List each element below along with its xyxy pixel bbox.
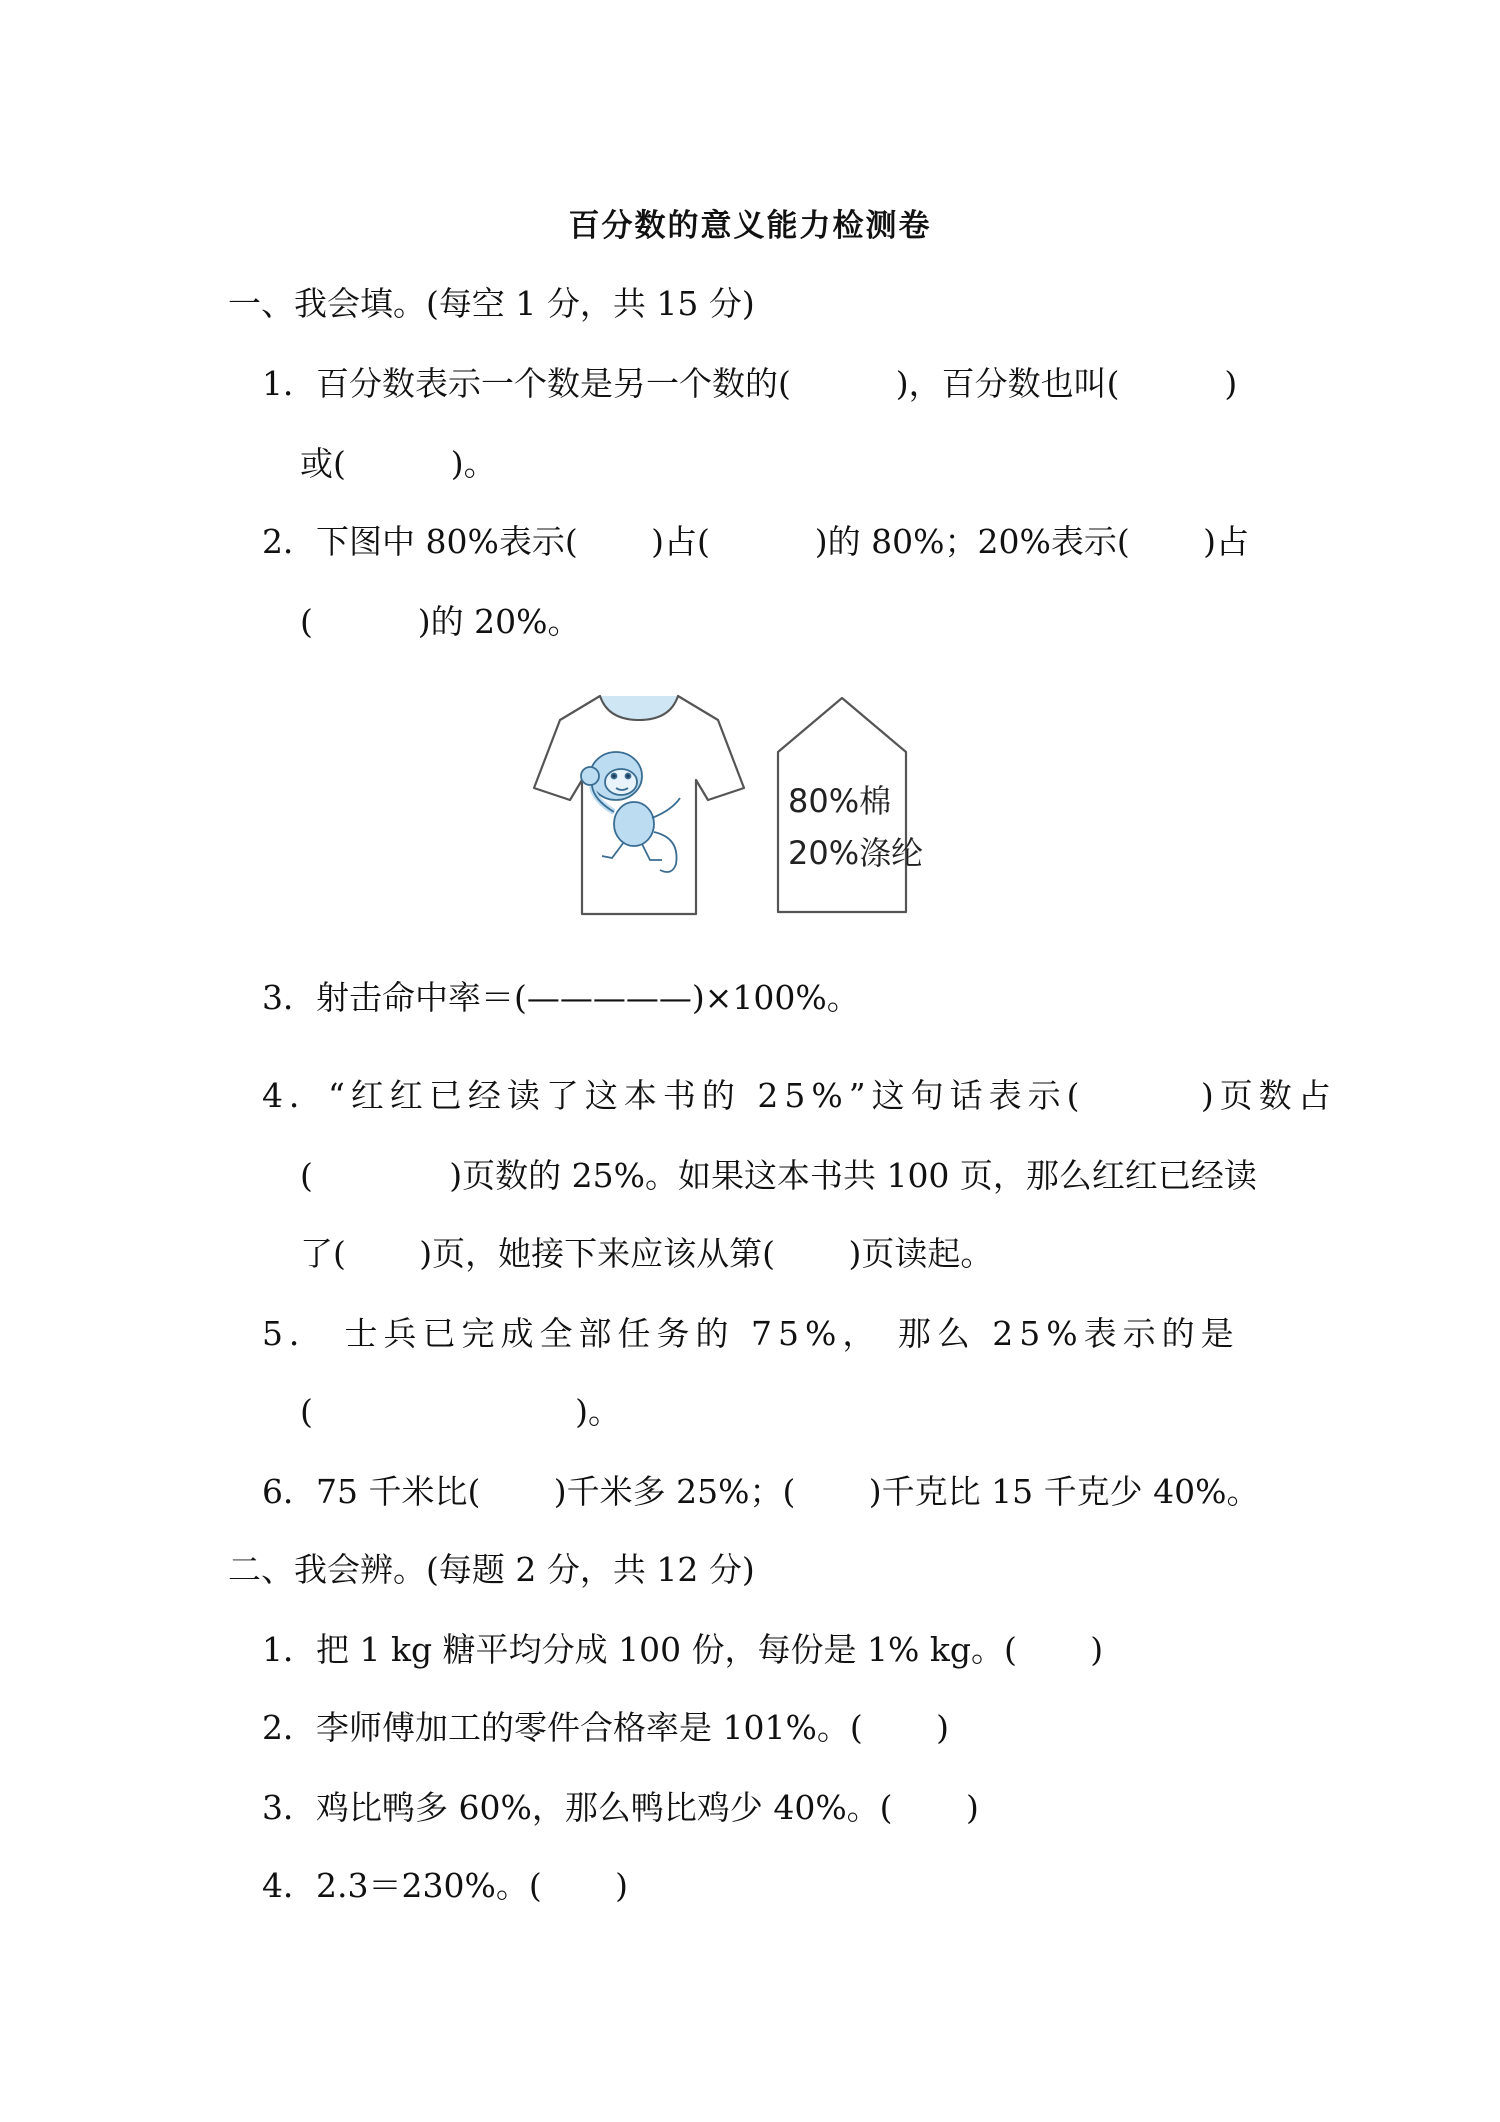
- question-1-4-line-3: 了( )页，她接下来应该从第( )页读起。: [300, 1234, 994, 1273]
- question-1-4-line-2: ( )页数的 25%。如果这本书共 100 页，那么红红已经读: [300, 1156, 1257, 1195]
- figure-shirt-and-tag: [530, 688, 970, 920]
- question-1-3: 3．射击命中率＝(—————)×100%。: [262, 978, 860, 1017]
- question-1-6: 6．75 千米比( )千米多 25%；( )千克比 15 千克少 40%。: [262, 1472, 1260, 1511]
- question-2-1: 1．把 1 kg 糖平均分成 100 份，每份是 1% kg。( ): [262, 1630, 1104, 1669]
- question-1-1-line-2: 或( )。: [300, 444, 497, 483]
- section-1-heading: 一、我会填。(每空 1 分，共 15 分): [228, 284, 755, 323]
- question-1-5-line-2: ( )。: [300, 1392, 621, 1431]
- question-1-2-line-2: ( )的 20%。: [300, 602, 581, 641]
- t-shirt-with-monkey-icon: [530, 688, 970, 920]
- question-1-1-line-1: 1．百分数表示一个数是另一个数的( )，百分数也叫( ): [262, 364, 1238, 403]
- page-title: 百分数的意义能力检测卷: [568, 208, 932, 244]
- tag-line-cotton: 80%棉: [788, 782, 892, 820]
- tag-line-polyester: 20%涤纶: [788, 834, 924, 872]
- question-1-2-line-1: 2．下图中 80%表示( )占( )的 80%；20%表示( )占: [262, 522, 1250, 561]
- question-1-5-line-1: 5． 士兵已完成全部任务的 75%， 那么 25%表示的是: [262, 1314, 1240, 1353]
- question-2-4: 4．2.3＝230%。( ): [262, 1866, 628, 1905]
- section-2-heading: 二、我会辨。(每题 2 分，共 12 分): [228, 1550, 755, 1589]
- question-2-2: 2．李师傅加工的零件合格率是 101%。( ): [262, 1708, 950, 1747]
- question-1-4-line-1: 4．“红红已经读了这本书的 25%”这句话表示( )页数占: [262, 1076, 1337, 1115]
- question-2-3: 3．鸡比鸭多 60%，那么鸭比鸡少 40%。( ): [262, 1788, 979, 1827]
